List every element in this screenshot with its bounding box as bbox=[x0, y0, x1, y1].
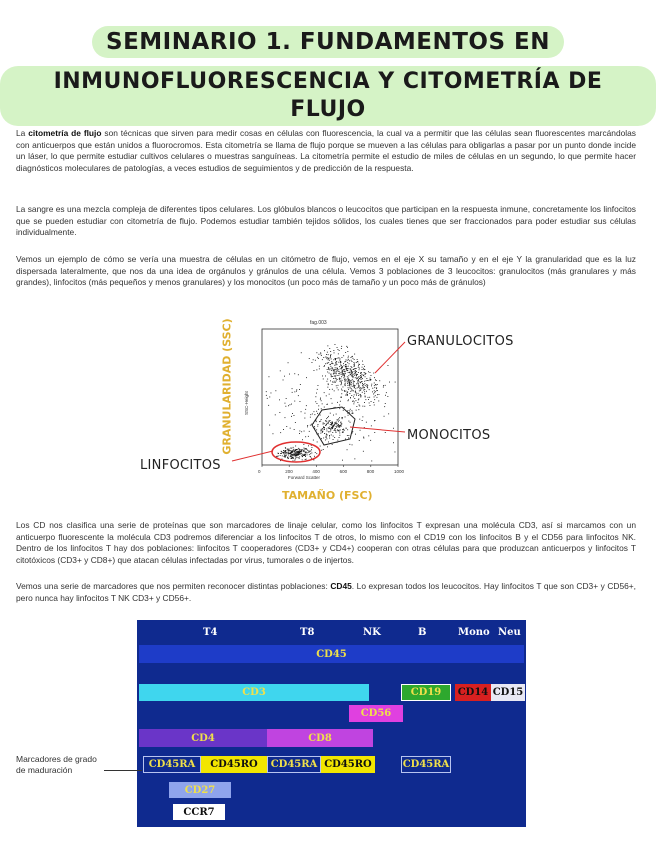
label-monocitos: MONOCITOS bbox=[407, 428, 491, 443]
bar-cd45ra-b: CD45RA bbox=[401, 756, 451, 773]
bar-cd19: CD19 bbox=[401, 684, 451, 701]
cd-marker-table bbox=[137, 620, 526, 827]
p5-text-a: Vemos una serie de marcadores que nos permiten reconocer distintas poblaciones: bbox=[16, 581, 331, 591]
plot-frame bbox=[262, 329, 398, 465]
p5-text-b: . Lo expresan todos los leucocitos. Hay linfocitos T que son CD3+ y CD56+, pero nunca hay linfocitos T NK CD3+ y CD56+. bbox=[16, 581, 636, 603]
bar-cd56: CD56 bbox=[349, 705, 403, 722]
bar-cd3: CD3 bbox=[139, 684, 369, 701]
header-mono: Mono bbox=[458, 627, 490, 638]
bar-ccr7: CCR7 bbox=[173, 804, 225, 820]
paragraph-4: Los CD nos clasifica una serie de proteínas que son marcadores de linaje celular, como los linfocitos T expresan una molécula CD3, así si marcamos con un anticuerpo fluorescente la molécula CD3 podremos diferenciar a los linfocitos T de otros, lo mismo con el CD19 con los linfocitos B y el CD56 para linfocitos NK. Dentro de los linfocitos T hay dos poblaciones: linfocitos T cooperadores (CD3+ y CD4+) cooperan con otras células para que produzcan anticuerpos y linfocitos T citotóxicos (CD3+ y CD8+) que atacan células infectadas por virus, tumorales o de injertos. bbox=[16, 520, 636, 565]
p1-text-b: son técnicas que sirven para medir cosas en células con fluorescencia, la cual va a permitir que las células sean fluorescentes marcándolas con anticuerpos que están unidos a fluorocromos. Esta citometría se llama de flujo porque se mueven a las células para obligarlas a pasar por un punto donde incide un láser, lo que permite estudiar cultivos celulares o muestras sanguíneas. La citometría permite el estudio de miles de células en un segundo, lo que permite hacer diagnósticos moleculares de patologías, a veces estudios de seguimientos y de predicción de la respuesta. bbox=[16, 128, 636, 173]
inner-y-label: SSC-Height bbox=[244, 391, 249, 415]
header-t4: T4 bbox=[203, 627, 218, 638]
region-label: R1 bbox=[347, 410, 354, 416]
p5-bold-term: CD45 bbox=[330, 581, 352, 591]
inner-x-label: Forward Scatter bbox=[288, 475, 321, 480]
header-nk: NK bbox=[363, 627, 381, 638]
maturation-note-line2: de maduración bbox=[16, 765, 73, 775]
maturation-pointer-line bbox=[104, 770, 142, 771]
bar-cd8: CD8 bbox=[267, 729, 373, 747]
bar-cd4: CD4 bbox=[139, 729, 267, 747]
maturation-note bbox=[16, 754, 97, 776]
bar-cd14: CD14 bbox=[455, 684, 491, 701]
bar-cd45: CD45 bbox=[139, 645, 524, 663]
p1-text-a: La bbox=[16, 128, 29, 138]
title-line-1: SEMINARIO 1. FUNDAMENTOS EN bbox=[92, 26, 564, 58]
p1-bold-term: citometría de flujo bbox=[28, 128, 102, 138]
header-t8: T8 bbox=[300, 627, 315, 638]
header-b: B bbox=[418, 627, 427, 638]
x-tick-label-1000: 1000 bbox=[394, 469, 405, 474]
x-tick-label-400: 400 bbox=[312, 469, 320, 474]
label-linfocitos: LINFOCITOS bbox=[140, 458, 221, 473]
bar-cd45ro-t8: CD45RO bbox=[321, 756, 375, 773]
paragraph-5 bbox=[16, 581, 636, 604]
x-tick-label-800: 800 bbox=[366, 469, 375, 474]
y-axis-label: GRANULARIDAD (SSC) bbox=[220, 318, 234, 455]
label-granulocitos: GRANULOCITOS bbox=[407, 334, 514, 349]
paragraph-3: Vemos un ejemplo de cómo se vería una muestra de células en un citómetro de flujo, vemos en el eje X su tamaño y en el eje Y la granularidad que es la luz dispersada lateralmente, que nos da una idea de orgánulos y gránulos de una célula. Vemos 3 poblaciones de 3 leucocitos: granulocitos (más granulares y más grandes), linfocitos (más pequeños y menos granulares) y los monocitos (un poco más de tamaño y un poco más de gránulos) bbox=[16, 254, 636, 287]
x-tick-label-600: 600 bbox=[339, 469, 348, 474]
bar-cd45ra-t4: CD45RA bbox=[143, 756, 201, 773]
file-label: fag.003 bbox=[310, 320, 327, 326]
bar-cd45ra-t8: CD45RA bbox=[267, 756, 321, 773]
x-tick-label-200: 200 bbox=[285, 469, 293, 474]
x-axis-label: TAMAÑO (FSC) bbox=[282, 489, 373, 502]
paragraph-2: La sangre es una mezcla compleja de diferentes tipos celulares. Los glóbulos blancos o leucocitos que participan en la respuesta inmune, concretamente los linfocitos que se pueden estudiar con citometría de flujo. Podemos estudiar también tejidos sólidos, los cuales tienes que ser fraccionados para poder estudiar sus células individualmente. bbox=[16, 204, 636, 237]
bar-cd15: CD15 bbox=[491, 684, 525, 701]
x-ticks bbox=[258, 465, 405, 474]
x-tick-label-0: 0 bbox=[258, 469, 261, 474]
paragraph-1 bbox=[16, 128, 636, 174]
bar-cd45ro-t4: CD45RO bbox=[201, 756, 267, 773]
bar-cd27: CD27 bbox=[169, 782, 231, 798]
document-title bbox=[0, 22, 656, 130]
header-neu: Neu bbox=[498, 627, 521, 638]
title-line-2: INMUNOFLUORESCENCIA Y CITOMETRÍA DE FLUJO bbox=[0, 66, 656, 126]
maturation-note-line1: Marcadores de grado bbox=[16, 754, 97, 764]
